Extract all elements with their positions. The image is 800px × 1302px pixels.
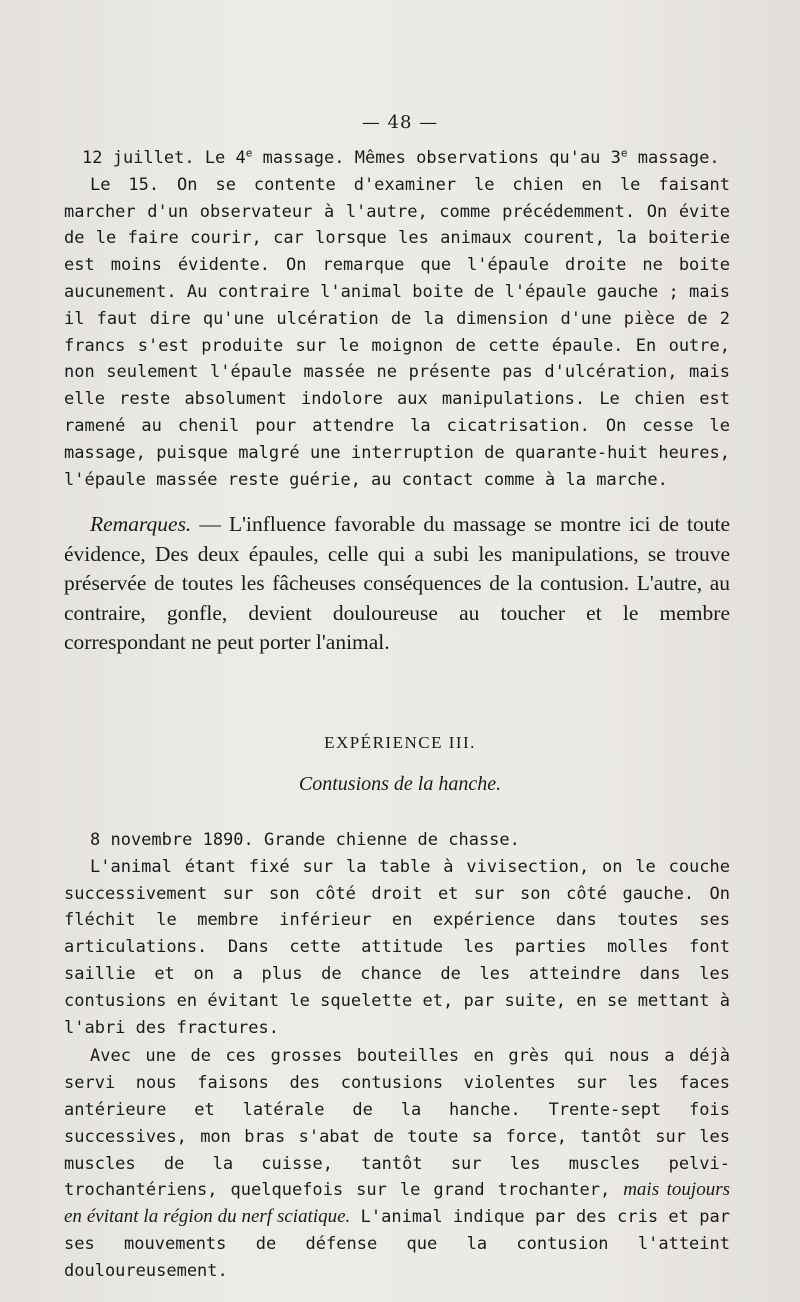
para2-end: L'animal indique par des cris et par ses mouvements de défense que la contusion l'atteint douloureusement. [64, 1207, 730, 1281]
line1-post: massage. [627, 148, 720, 168]
experiment-heading: EXPÉRIENCE III. [324, 733, 476, 752]
sup-2: e [620, 146, 628, 160]
para2-italic: mais toujours en évitant la région du nerf sciatique. [64, 1179, 730, 1228]
para2-start: Avec une de ces grosses bouteilles en grès qui nous a déjà servi nous faisons des contusions violentes sur les faces antérieure et latérale de la hanche. Trente-sept fois successives, mon bras s'abat de toute sa force, tantôt sur les muscles de la cuisse, tantôt sur les muscles pelvi-trochantériens, quelquefois sur le grand trochanter, [64, 1046, 730, 1201]
paragraph-le-15: Le 15. On se contente d'examiner le chien en le faisant marcher d'un observateur à l'autre, comme précédemment. On évite de le faire courir, car lorsque les animaux courent, la boiterie est moins évidente. On remarque que l'épaule droite ne boite aucunement. Au contraire l'animal boite de l'épaule gauche ; mais il faut dire qu'une ulcération de la dimension d'une pièce de 2 francs s'est produite sur le moignon de cette épaule. En outre, non seulement l'épaule massée ne présente pas d'ulcération, mais elle reste absolument indolore aux manipulations. Le chien est ramené au chenil pour attendre la cicatrisation. On cesse le massage, puisque malgré une interruption de quarante-huit heures, l'épaule massée reste guérie, au contact comme à la marche. [64, 174, 730, 490]
line1-pre: 12 juillet. Le 4 [82, 148, 246, 168]
line1-mid: massage. Mêmes observations qu'au 3 [252, 148, 621, 168]
remarks-paragraph [64, 510, 730, 658]
experiment-subtitle: Contusions de la hanche. [298, 773, 502, 795]
remarks-label: Remarques. [90, 512, 192, 536]
section-experiment [64, 827, 730, 1285]
date-line: 8 novembre 1890. Grande chienne de chasse. [90, 830, 520, 850]
first-line [64, 145, 730, 172]
section-top [64, 145, 730, 493]
experiment-paragraph-2 [64, 1043, 730, 1284]
page-number: — 48 — [361, 112, 439, 133]
experiment-paragraph-1: L'animal étant fixé sur la table à vivisection, on le couche successivement sur son côté droit et sur son côté gauche. On fléchit le membre inférieur en expérience dans toutes ses articulations. Dans cette attitude les parties molles font saillie et on a plus de chance de les atteindre dans les contusions en évitant le squelette et, par suite, en se mettant à l'abri des fractures. [64, 856, 730, 1038]
remarks-text: — L'influence favorable du massage se montre ici de toute évidence, Des deux épaules, celle qui a subi les manipulations, se trouve préservée de toutes les fâcheuses conséquences de la contusion. L'autre, au contraire, gonfle, devient douloureuse au toucher et le membre correspondant ne peut porter l'animal. [64, 512, 730, 654]
sup-1: e [245, 146, 253, 160]
